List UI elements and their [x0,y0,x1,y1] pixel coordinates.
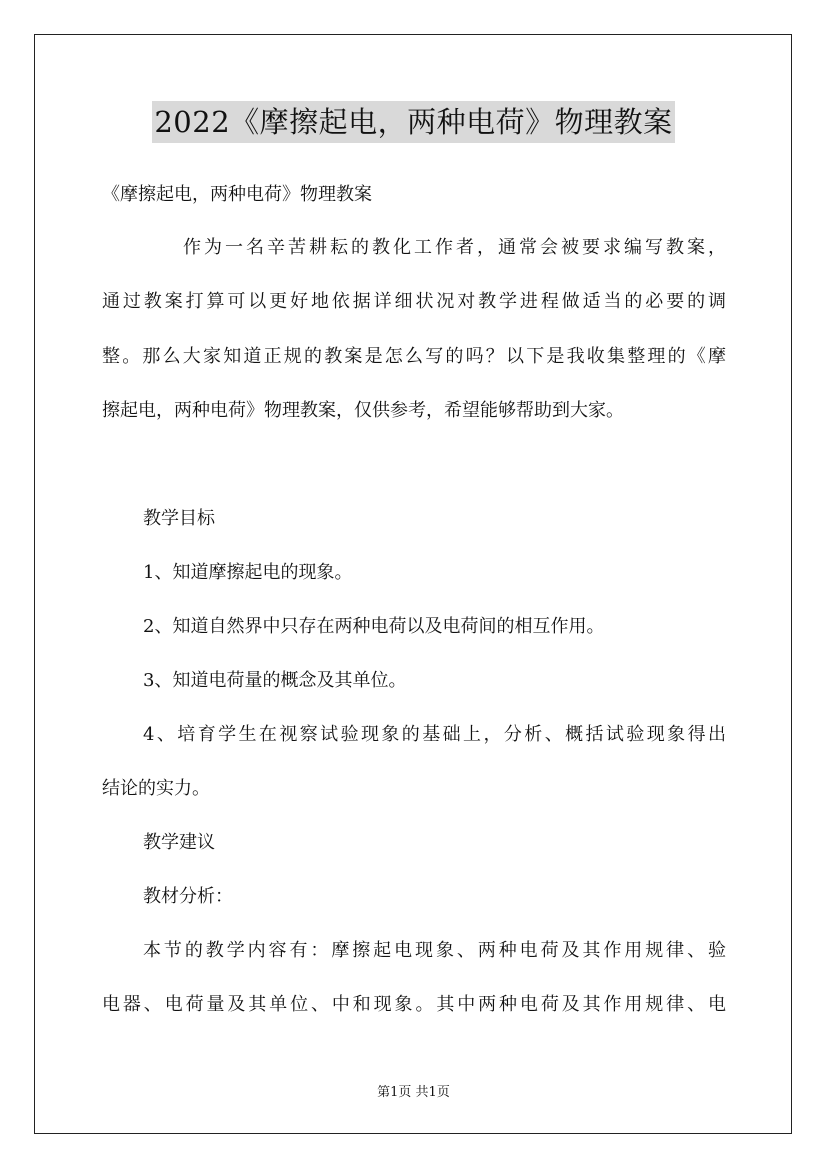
intro-line-2: 通过教案打算可以更好地依据详细状况对教学进程做适当的必要的调 [102,291,726,312]
goal-item-2: 2、知道自然界中只存在两种电荷以及电荷间的相互作用。 [143,616,605,637]
section-heading-goals: 教学目标 [143,508,215,529]
analysis-line-2: 电器、电荷量及其单位、中和现象。其中两种电荷及其作用规律、电 [102,994,726,1015]
document-title: 2022《摩擦起电，两种电荷》物理教案 [152,101,674,143]
goal-item-1: 1、知道摩擦起电的现象。 [143,562,353,583]
goal-item-4: 4、培育学生在视察试验现象的基础上，分析、概括试验现象得出 [143,724,726,745]
subtitle-line: 《摩擦起电，两种电荷》物理教案 [102,184,372,205]
analysis-line-1: 本节的教学内容有：摩擦起电现象、两种电荷及其作用规律、验 [143,940,726,961]
goal-item-4-continued: 结论的实力。 [102,778,210,799]
goal-item-3: 3、知道电荷量的概念及其单位。 [143,670,407,691]
intro-line-3: 整。那么大家知道正规的教案是怎么写的吗？以下是我收集整理的《摩 [102,346,726,367]
title-container [0,101,827,143]
section-heading-suggestions: 教学建议 [143,832,215,853]
intro-line-1: 作为一名辛苦耕耘的教化工作者，通常会被要求编写教案， [183,237,726,258]
page-footer: 第1页 共1页 [377,1085,450,1100]
intro-line-4: 擦起电，两种电荷》物理教案，仅供参考，希望能够帮助到大家。 [102,400,624,421]
subheading-material-analysis: 教材分析： [143,886,233,907]
